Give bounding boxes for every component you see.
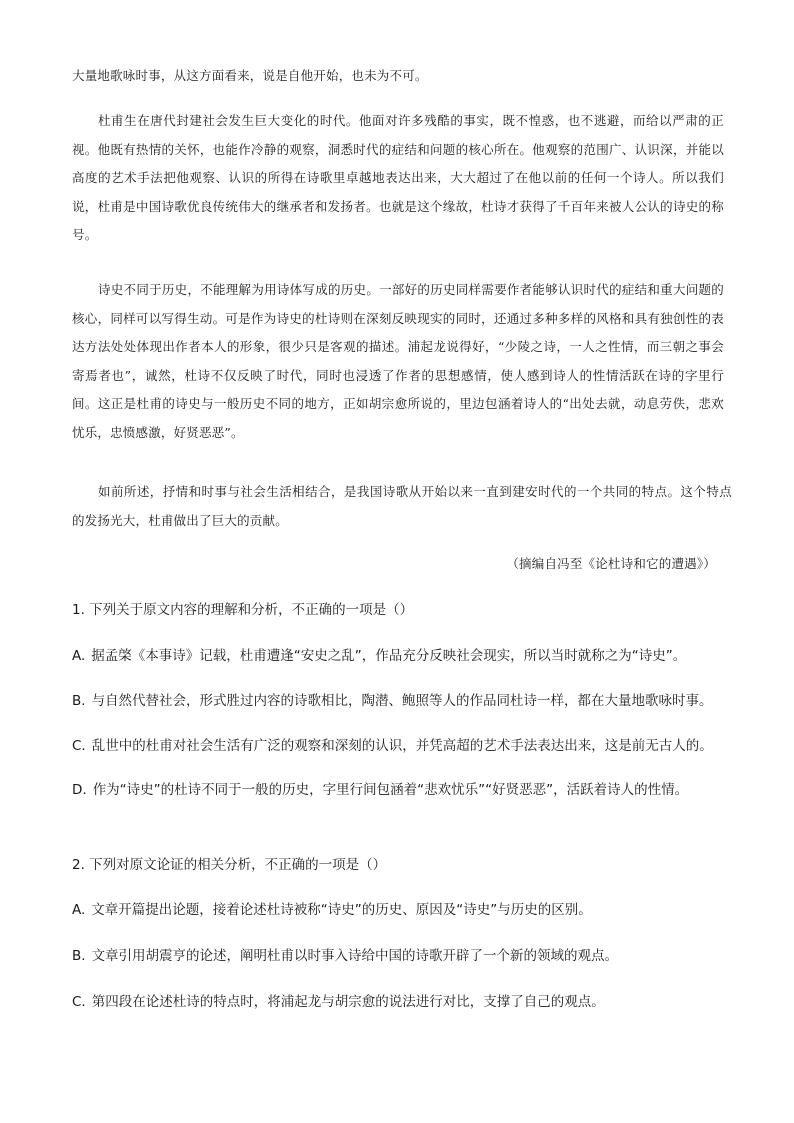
option-letter: B. [72, 693, 86, 709]
option-text: 与自然代替社会，形式胜过内容的诗歌相比，陶潜、鲍照等人的作品同杜诗一样，都在大量地歌咏时事。 [91, 693, 713, 709]
passage-paragraph-4: 如前所述，抒情和时事与社会生活相结合，是我国诗歌从开始以来一直到建安时代的一个共同的特点。这个特点的发扬光大，杜甫做出了巨大的贡献。 [72, 484, 732, 528]
question-option[interactable] [72, 732, 728, 760]
passage-source: （摘编自冯至《论杜诗和它的遭遇》） [506, 556, 716, 571]
passage-paragraph-3: 诗史不同于历史，不能理解为用诗体写成的历史。一部好的历史同样需要作者能够认识时代的症结和重大问题的核心，同样可以写得生动。可是作为诗史的杜诗则在深刻反映现实的同时，还通过多种多样的风格和具有独创性的表达方法处处体现出作者本人的形象，很少只是客观的描述。浦起龙说得好，“少陵之诗，一人之性情，而三朝之事会寄焉者也”，诚然，杜诗不仅反映了时代，同时也浸透了作者的思想感情，使人感到诗人的性情活跃在诗的字里行间。这正是杜甫的诗史与一般历史不同的地方，正如胡宗愈所说的，里边包涵着诗人的“出处去就，动息劳佚，悲欢忧乐，忠愤感激，好贤恶恶”。 [72, 282, 724, 440]
question-stem: 2. 下列对原文论证的相关分析，不正确的一项是（） [72, 857, 387, 873]
option-letter: A. [72, 648, 86, 664]
question-option[interactable] [72, 642, 728, 670]
option-letter: A. [72, 902, 86, 918]
question-option[interactable] [72, 687, 728, 715]
option-text: 第四段在论述杜诗的特点时，将浦起龙与胡宗愈的说法进行对比，支撑了自己的观点。 [91, 994, 605, 1010]
option-text: 文章开篇提出论题，接着论述杜诗被称“诗史”的历史、原因及“诗史”与历史的区别。 [91, 902, 592, 918]
option-text: 乱世中的杜甫对社会生活有广泛的观察和深刻的认识，并凭高超的艺术手法表达出来，这是前无古人的。 [91, 738, 713, 754]
question-option[interactable] [72, 896, 728, 924]
passage-paragraph-2: 杜甫生在唐代封建社会发生巨大变化的时代。他面对许多残酷的事实，既不惶惑，也不逃避，而给以严肃的正视。他既有热情的关怀，也能作冷静的观察，洞悉时代的症结和问题的核心所在。他观察的范围广、认识深，并能以高度的艺术手法把他观察、认识的所得在诗歌里卓越地表达出来，大大超过了在他以前的任何一个诗人。所以我们说，杜甫是中国诗歌优良传统伟大的继承者和发扬者。也就是这个缘故，杜诗才获得了千百年来被人公认的诗史的称号。 [72, 113, 724, 243]
option-text: 据孟棨《本事诗》记载，杜甫遭逢“安史之乱”，作品充分反映社会现实，所以当时就称之为“诗史”。 [91, 648, 687, 664]
passage-continued-line: 大量地歌咏时事，从这方面看来，说是自他开始，也未为不可。 [72, 68, 428, 83]
option-letter: C. [72, 738, 86, 754]
option-letter: D. [72, 782, 87, 798]
option-text: 作为“诗史”的杜诗不同于一般的历史，字里行间包涵着“悲欢忧乐”“好贤恶恶”，活跃着诗人的性情。 [92, 782, 689, 798]
option-text: 文章引用胡震亨的论述，阐明杜甫以时事入诗给中国的诗歌开辟了一个新的领域的观点。 [91, 948, 619, 964]
option-letter: B. [72, 948, 86, 964]
question-option[interactable] [72, 942, 728, 970]
question-stem: 1. 下列关于原文内容的理解和分析，不正确的一项是（） [72, 602, 414, 618]
question-option[interactable] [72, 988, 728, 1016]
question-option[interactable] [72, 776, 728, 804]
option-letter: C. [72, 994, 86, 1010]
